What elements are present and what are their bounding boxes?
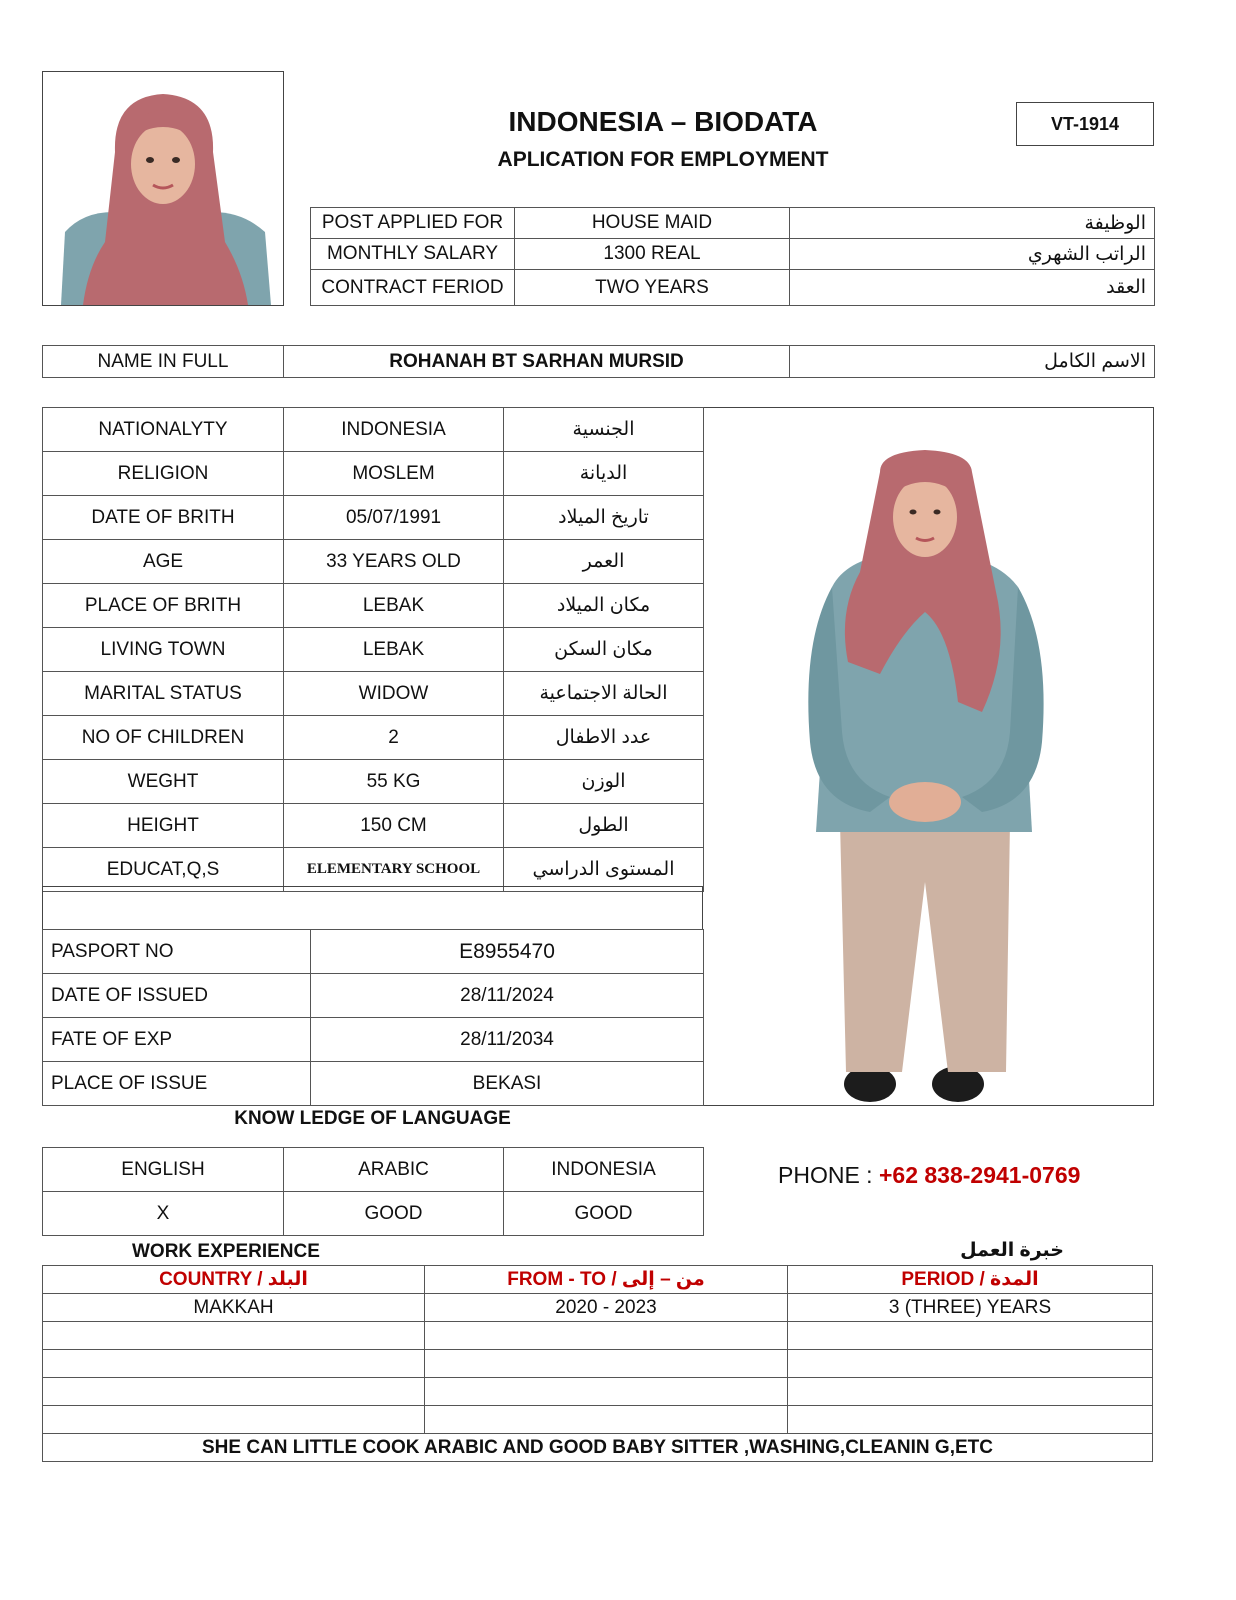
personal-row (43, 540, 704, 584)
personal-label: NO OF CHILDREN (43, 716, 284, 760)
work-country-header: COUNTRY / البلد (43, 1266, 425, 1294)
job-row-contract (311, 270, 1155, 306)
work-country-cell (43, 1350, 425, 1378)
full-name-value: ROHANAH BT SARHAN MURSID (284, 346, 790, 378)
contract-period-arabic: العقد (790, 270, 1155, 306)
language-header-row (43, 1148, 704, 1192)
language-table (42, 1147, 704, 1236)
personal-label: MARITAL STATUS (43, 672, 284, 716)
work-country-cell (43, 1378, 425, 1406)
language-english-level: X (43, 1192, 284, 1236)
personal-row (43, 848, 704, 892)
work-period-header: PERIOD / المدة (788, 1266, 1153, 1294)
passport-value: 28/11/2024 (311, 974, 704, 1018)
work-from-to-cell (425, 1378, 788, 1406)
blank-row (42, 886, 703, 930)
personal-row (43, 584, 704, 628)
passport-label: FATE OF EXP (43, 1018, 311, 1062)
monthly-salary-arabic: الراتب الشهري (790, 239, 1155, 270)
monthly-salary-label: MONTHLY SALARY (311, 239, 515, 270)
passport-row (43, 974, 704, 1018)
personal-arabic: مكان السكن (504, 628, 704, 672)
work-experience-title-arabic: خبرة العمل (960, 1240, 1064, 1261)
passport-value: BEKASI (311, 1062, 704, 1106)
work-from-to-header: FROM - TO / من – إلى (425, 1266, 788, 1294)
reference-code (1016, 102, 1154, 146)
work-header-row (43, 1266, 1153, 1294)
job-row-post (311, 208, 1155, 239)
work-period-cell: 3 (THREE) YEARS (788, 1294, 1153, 1322)
passport-row (43, 930, 704, 974)
personal-arabic: مكان الميلاد (504, 584, 704, 628)
job-info-table (310, 207, 1155, 306)
personal-value: MOSLEM (284, 452, 504, 496)
page-subtitle: APLICATION FOR EMPLOYMENT (497, 148, 829, 171)
work-period-cell (788, 1322, 1153, 1350)
work-note-row (43, 1434, 1153, 1462)
personal-row (43, 628, 704, 672)
work-row (43, 1350, 1153, 1378)
personal-label: PLACE OF BRITH (43, 584, 284, 628)
personal-value: INDONESIA (284, 408, 504, 452)
post-applied-arabic: الوظيفة (790, 208, 1155, 239)
full-name-row (43, 346, 1155, 378)
personal-arabic: تاريخ الميلاد (504, 496, 704, 540)
work-period-cell (788, 1406, 1153, 1434)
personal-arabic: عدد الاطفال (504, 716, 704, 760)
personal-label: NATIONALYTY (43, 408, 284, 452)
skills-note: SHE CAN LITTLE COOK ARABIC AND GOOD BABY SITTER ,WASHING,CLEANIN G,ETC (43, 1434, 1153, 1462)
passport-label: PLACE OF ISSUE (43, 1062, 311, 1106)
personal-label: LIVING TOWN (43, 628, 284, 672)
work-from-to-cell (425, 1350, 788, 1378)
personal-arabic: الجنسية (504, 408, 704, 452)
contract-period-value: TWO YEARS (515, 270, 790, 306)
personal-details-table (42, 407, 704, 892)
personal-value: 2 (284, 716, 504, 760)
language-indonesia-level: GOOD (504, 1192, 704, 1236)
work-from-to-cell: 2020 - 2023 (425, 1294, 788, 1322)
personal-row (43, 408, 704, 452)
personal-arabic: الديانة (504, 452, 704, 496)
passport-table (42, 929, 704, 1106)
full-name-table (42, 345, 1155, 378)
work-row (43, 1406, 1153, 1434)
phone-label: PHONE : (778, 1162, 873, 1188)
work-from-to-cell (425, 1406, 788, 1434)
page-title: INDONESIA – BIODATA (508, 106, 818, 137)
contract-period-label: CONTRACT FERIOD (311, 270, 515, 306)
reference-code-text: VT-1914 (1050, 114, 1120, 134)
work-period-cell (788, 1378, 1153, 1406)
work-row (43, 1322, 1153, 1350)
personal-value: LEBAK (284, 628, 504, 672)
language-arabic-level: GOOD (284, 1192, 504, 1236)
personal-row (43, 760, 704, 804)
work-experience-title: WORK EXPERIENCE (132, 1241, 320, 1262)
work-row (43, 1294, 1153, 1322)
post-applied-label: POST APPLIED FOR (311, 208, 515, 239)
personal-label: AGE (43, 540, 284, 584)
personal-label: DATE OF BRITH (43, 496, 284, 540)
personal-row (43, 452, 704, 496)
language-level-row (43, 1192, 704, 1236)
work-country-cell: MAKKAH (43, 1294, 425, 1322)
work-row (43, 1378, 1153, 1406)
full-name-label: NAME IN FULL (43, 346, 284, 378)
full-name-arabic: الاسم الكامل (790, 346, 1155, 378)
work-experience-table (42, 1265, 1153, 1462)
personal-row (43, 496, 704, 540)
personal-arabic: الحالة الاجتماعية (504, 672, 704, 716)
personal-value: LEBAK (284, 584, 504, 628)
personal-label: WEGHT (43, 760, 284, 804)
phone-number: +62 838-2941-0769 (878, 1162, 1081, 1188)
personal-value: 150 CM (284, 804, 504, 848)
post-applied-value: HOUSE MAID (515, 208, 790, 239)
personal-arabic: العمر (504, 540, 704, 584)
personal-value: ELEMENTARY SCHOOL (284, 848, 504, 892)
personal-row (43, 804, 704, 848)
full-body-photo (720, 412, 1150, 1105)
personal-value: 05/07/1991 (284, 496, 504, 540)
language-indonesia-header: INDONESIA (504, 1148, 704, 1192)
portrait-photo (42, 71, 284, 306)
passport-label: DATE OF ISSUED (43, 974, 311, 1018)
job-row-salary (311, 239, 1155, 270)
personal-arabic: الطول (504, 804, 704, 848)
passport-label: PASPORT NO (43, 930, 311, 974)
work-period-cell (788, 1350, 1153, 1378)
passport-row (43, 1018, 704, 1062)
personal-arabic: المستوى الدراسي (504, 848, 704, 892)
personal-arabic: الوزن (504, 760, 704, 804)
personal-row (43, 716, 704, 760)
personal-value: WIDOW (284, 672, 504, 716)
personal-label: EDUCAT,Q,S (43, 848, 284, 892)
work-country-cell (43, 1322, 425, 1350)
passport-row (43, 1062, 704, 1106)
language-english-header: ENGLISH (43, 1148, 284, 1192)
language-title: KNOW LEDGE OF LANGUAGE (234, 1108, 511, 1129)
language-arabic-header: ARABIC (284, 1148, 504, 1192)
personal-row (43, 672, 704, 716)
personal-label: RELIGION (43, 452, 284, 496)
work-country-cell (43, 1406, 425, 1434)
passport-value: 28/11/2034 (311, 1018, 704, 1062)
work-from-to-cell (425, 1322, 788, 1350)
personal-value: 55 KG (284, 760, 504, 804)
passport-value: E8955470 (311, 930, 704, 974)
phone-line (778, 1162, 1080, 1189)
personal-label: HEIGHT (43, 804, 284, 848)
personal-value: 33 YEARS OLD (284, 540, 504, 584)
monthly-salary-value: 1300 REAL (515, 239, 790, 270)
